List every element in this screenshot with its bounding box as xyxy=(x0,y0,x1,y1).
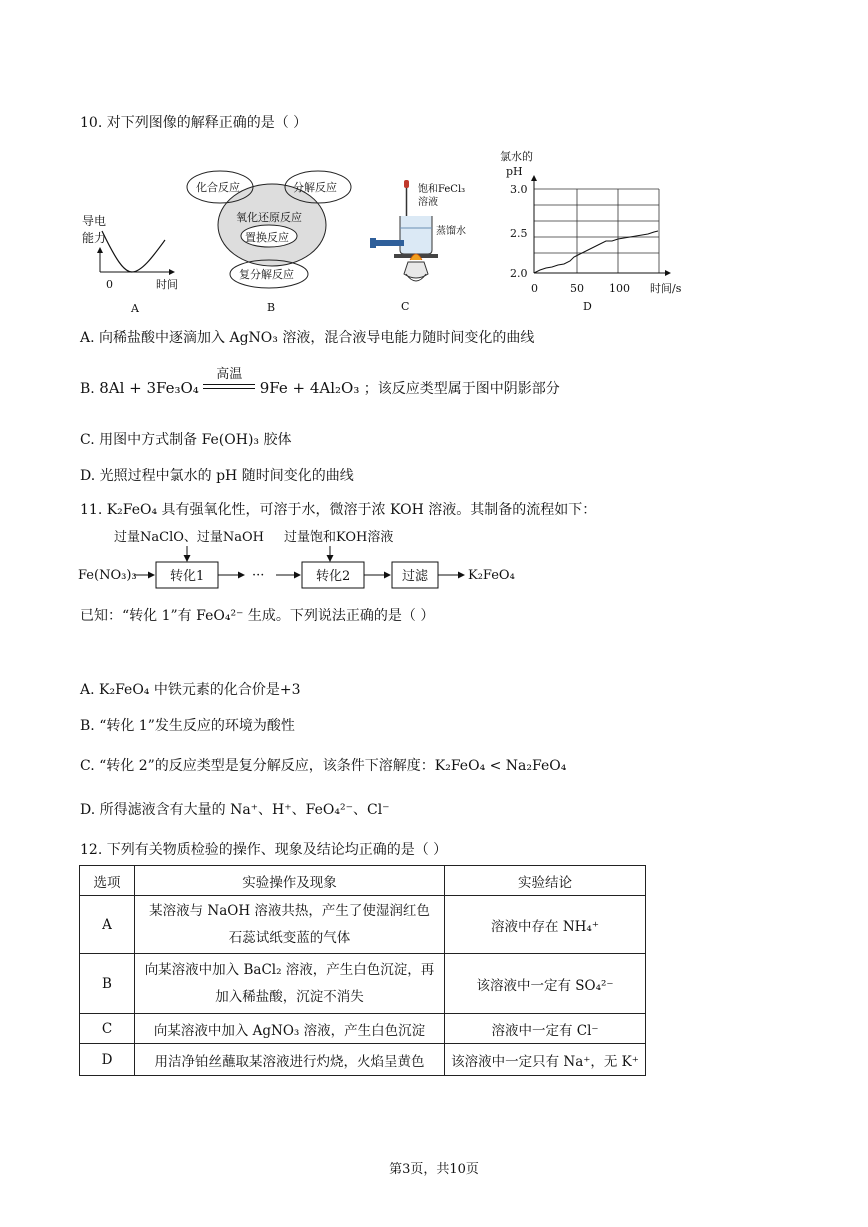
q12-row-a-conclusion: 溶液中存在 NH₄⁺ xyxy=(445,896,646,954)
figA-xlabel: 时间 xyxy=(156,278,178,291)
q10-option-b-condition-arrow xyxy=(203,367,255,398)
figB-caption: B xyxy=(267,301,276,314)
q12-header-conclusion: 实验结论 xyxy=(445,866,646,896)
figA-origin: 0 xyxy=(106,278,113,291)
q12-row-a-operation: 某溶液与 NaOH 溶液共热，产生了使湿润红色 石蕊试纸变蓝的气体 xyxy=(135,896,445,954)
figA-ylabel-2: 能力 xyxy=(82,231,107,245)
table-row xyxy=(80,954,646,1014)
q12-stem: 12. 下列有关物质检验的操作、现象及结论均正确的是（ ） xyxy=(80,842,448,858)
figB-redox-label: 氧化还原反应 xyxy=(236,211,302,224)
page-footer: 第3页，共10页 xyxy=(389,1162,479,1177)
q12-row-d-conclusion: 该溶液中一定只有 Na⁺，无 K⁺ xyxy=(445,1044,646,1076)
figB-decomposition-label: 分解反应 xyxy=(293,181,337,194)
q10-option-b-suffix: ；该反应类型属于图中阴影部分 xyxy=(363,381,560,397)
q12-row-d-option: D xyxy=(80,1044,135,1076)
q12-header-option: 选项 xyxy=(80,866,135,896)
figD-xtick-50: 50 xyxy=(570,282,584,295)
q10-option-b-prefix: B. xyxy=(80,381,95,397)
q12-table xyxy=(79,865,646,1076)
q10-stem: 10. 对下列图像的解释正确的是（ ） xyxy=(80,115,308,131)
flow-step2: 转化2 xyxy=(316,569,351,584)
q10-option-b-products: 9Fe + 4Al₂O₃ xyxy=(259,379,360,397)
q12-header-operation: 实验操作及现象 xyxy=(135,866,445,896)
figB-displacement-label: 置换反应 xyxy=(245,231,289,244)
q12-row-a-option: A xyxy=(80,896,135,954)
figD-xtick-0: 0 xyxy=(531,282,538,295)
q12-row-d-operation: 用洁净铂丝蘸取某溶液进行灼烧，火焰呈黄色 xyxy=(135,1044,445,1076)
figure-a-conductivity-graph xyxy=(76,200,196,318)
q10-option-c: C. 用图中方式制备 Fe(OH)₃ 胶体 xyxy=(80,432,292,448)
figD-ytick-3.0: 3.0 xyxy=(510,183,528,196)
figD-xtick-100: 100 xyxy=(609,282,630,295)
figA-curve xyxy=(102,231,165,272)
table-row xyxy=(80,1014,646,1044)
flow-ellipsis: ··· xyxy=(252,568,265,583)
q10-option-b-condition: 高温 xyxy=(216,367,243,382)
figure-b-reaction-types xyxy=(185,166,360,318)
figure-d-ph-graph xyxy=(490,146,700,318)
q11-stem: 11. K₂FeO₄ 具有强氧化性，可溶于水，微溶于浓 KOH 溶液。其制备的流程如下： xyxy=(80,502,597,518)
figB-combination-label: 化合反应 xyxy=(196,181,240,194)
figD-ylabel-2: pH xyxy=(506,165,523,178)
flow-step1: 转化1 xyxy=(170,569,205,584)
q12-row-c-operation: 向某溶液中加入 AgNO₃ 溶液，产生白色沉淀 xyxy=(135,1014,445,1044)
figD-ylabel-1: 氯水的 xyxy=(500,150,533,163)
q11-option-a: A. K₂FeO₄ 中铁元素的化合价是+3 xyxy=(80,682,301,698)
q10-option-b-reactants: 8Al + 3Fe₃O₄ xyxy=(99,379,199,397)
figure-c-apparatus xyxy=(366,178,486,318)
flow-product: K₂FeO₄ xyxy=(468,568,515,583)
figD-grid xyxy=(534,189,659,273)
figD-ytick-2.0: 2.0 xyxy=(510,267,528,280)
figC-label-3: 蒸馏水 xyxy=(436,226,466,237)
figB-double-label: 复分解反应 xyxy=(239,268,294,281)
q12-row-c-option: C xyxy=(80,1014,135,1044)
q11-option-d: D. 所得滤液含有大量的 Na⁺、H⁺、FeO₄²⁻、Cl⁻ xyxy=(80,802,390,818)
q12-row-c-conclusion: 溶液中一定有 Cl⁻ xyxy=(445,1014,646,1044)
q11-option-b: B. “转化 1”发生反应的环境为酸性 xyxy=(80,718,295,734)
flow-start: Fe(NO₃)₃ xyxy=(78,568,137,583)
flow-reagent-1: 过量NaClO、过量NaOH xyxy=(114,530,265,545)
figA-ylabel-1: 导电 xyxy=(82,214,107,228)
q12-header-row xyxy=(80,866,646,896)
figD-xlabel: 时间/s xyxy=(650,282,682,295)
figC-dropper-bulb xyxy=(404,180,409,188)
q10-option-b xyxy=(80,367,560,399)
q12-row-b-operation: 向某溶液中加入 BaCl₂ 溶液，产生白色沉淀，再 加入稀盐酸，沉淀不消失 xyxy=(135,954,445,1014)
figD-ytick-2.5: 2.5 xyxy=(510,227,528,240)
q12-row-b-option: B xyxy=(80,954,135,1014)
q11-option-c: C. “转化 2”的反应类型是复分解反应，该条件下溶解度：K₂FeO₄ < Na₂FeO₄ xyxy=(80,758,567,774)
figC-beaker xyxy=(400,216,432,254)
q12-row-b-conclusion: 该溶液中一定有 SO₄²⁻ xyxy=(445,954,646,1014)
q10-option-a: A. 向稀盐酸中逐滴加入 AgNO₃ 溶液，混合液导电能力随时间变化的曲线 xyxy=(80,330,535,346)
figC-caption: C xyxy=(401,300,410,313)
figC-label-1: 饱和FeCl₃ xyxy=(418,184,466,195)
figC-label-2: 溶液 xyxy=(418,197,438,208)
q11-known: 已知：“转化 1”有 FeO₄²⁻ 生成。下列说法正确的是（ ） xyxy=(80,608,435,624)
q11-flow-diagram xyxy=(78,524,538,594)
flow-reagent-2: 过量饱和KOH溶液 xyxy=(284,530,394,545)
q10-option-d: D. 光照过程中氯水的 pH 随时间变化的曲线 xyxy=(80,468,354,484)
table-row xyxy=(80,896,646,954)
figA-caption: A xyxy=(131,302,139,315)
flow-step3: 过滤 xyxy=(402,569,429,584)
figD-caption: D xyxy=(583,300,592,313)
table-row xyxy=(80,1044,646,1076)
figC-clamp xyxy=(374,240,404,246)
